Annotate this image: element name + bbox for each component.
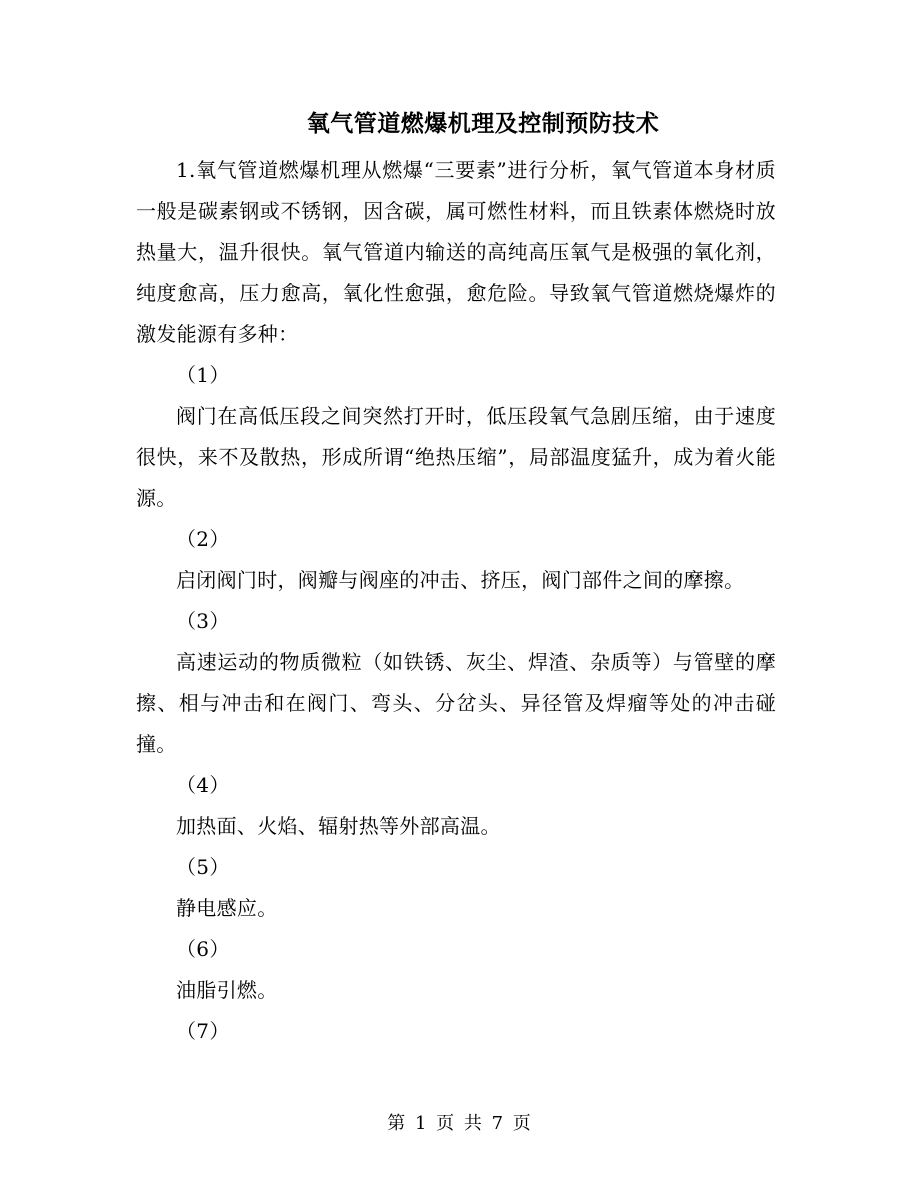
paragraph-item-5: 静电感应。 <box>176 896 278 920</box>
paragraph-item-1: 阀门在高低压段之间突然打开时，低压段氧气急剧压缩，由于速度很快，来不及散热，形成所谓“绝热压缩”，局部温度猛升，成为着火能源。 <box>136 404 776 510</box>
paragraph-item-3: 高速运动的物质微粒（如铁锈、灰尘、焊渣、杂质等）与管壁的摩擦、相与冲击和在阀门、弯头、分岔头、异径管及焊瘤等处的冲击碰撞。 <box>136 650 776 756</box>
item-number-1: （1） <box>176 363 230 387</box>
document-title: 氧气管道燃爆机理及控制预防技术 <box>306 110 660 137</box>
item-number-3: （3） <box>176 609 230 633</box>
item-number-7: （7） <box>176 1019 230 1043</box>
paragraph-item-2: 启闭阀门时，阀瓣与阀座的冲击、挤压，阀门部件之间的摩擦。 <box>176 568 745 592</box>
item-number-5: （5） <box>176 855 230 879</box>
paragraph-item-6: 油脂引燃。 <box>176 978 278 1002</box>
item-number-4: （4） <box>176 773 230 797</box>
item-number-2: （2） <box>176 527 230 551</box>
document-body <box>136 150 776 1052</box>
paragraph-intro: 1.氧气管道燃爆机理从燃爆“三要素”进行分析，氧气管道本身材质一般是碳素钢或不锈钢，因含碳，属可燃性材料，而且铁素体燃烧时放热量大，温升很快。氧气管道内输送的高纯高压氧气是极强的氧化剂，纯度愈高，压力愈高，氧化性愈强，愈危险。导致氧气管道燃烧爆炸的激发能源有多种： <box>136 158 776 346</box>
item-number-6: （6） <box>176 937 230 961</box>
page-footer: 第 1 页 共 7 页 <box>387 1113 533 1134</box>
paragraph-item-4: 加热面、火焰、辐射热等外部高温。 <box>176 814 501 838</box>
